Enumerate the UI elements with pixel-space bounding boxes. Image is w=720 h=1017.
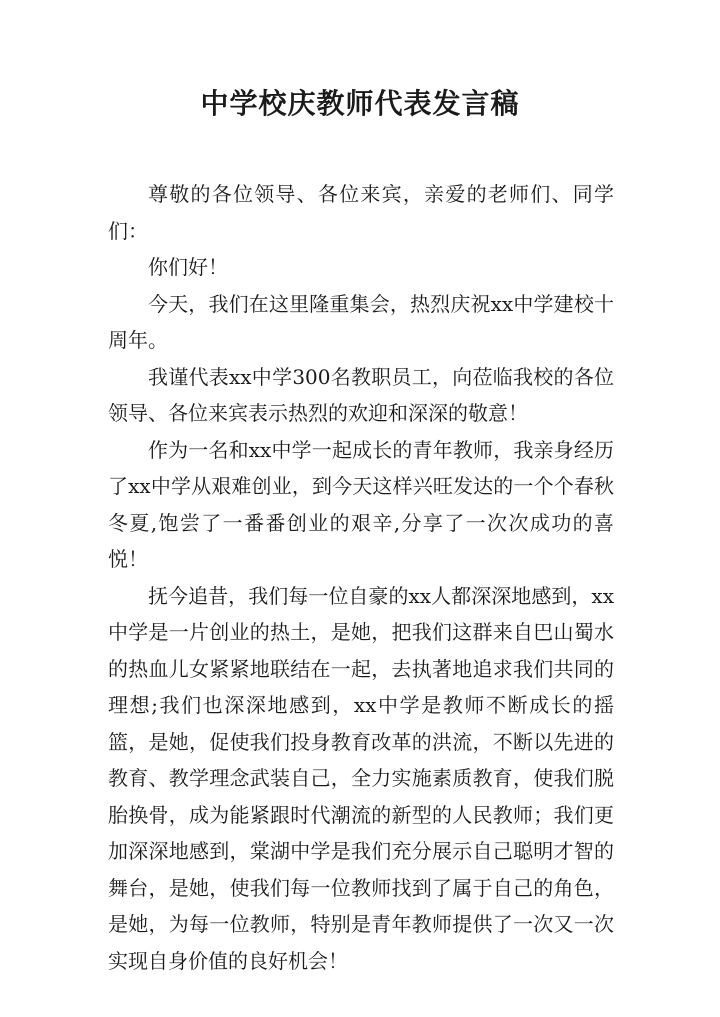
paragraph-celebration: 今天，我们在这里隆重集会，热烈庆祝xx中学建校十周年。 bbox=[108, 291, 614, 352]
document-title: 中学校庆教师代表发言稿 bbox=[200, 87, 520, 120]
paragraph-greeting: 你们好！ bbox=[148, 255, 228, 279]
paragraph-experience: 作为一名和xx中学一起成长的青年教师，我亲身经历了xx中学从艰难创业，到今天这样兴旺发达的一个个春秋冬夏,饱尝了一番番创业的艰辛,分享了一次次成功的喜悦！ bbox=[108, 437, 614, 571]
document-body bbox=[108, 176, 614, 979]
paragraph-welcome: 我谨代表xx中学300名教职员工，向莅临我校的各位领导、各位来宾表示热烈的欢迎和深深的敬意！ bbox=[108, 364, 614, 425]
paragraph-reflection: 抚今追昔，我们每一位自豪的xx人都深深地感到，xx中学是一片创业的热土，是她，把我们这群来自巴山蜀水的热血儿女紧紧地联结在一起，去执著地追求我们共同的理想;我们也深深地感到，xx中学是教师不断成长的摇篮，是她，促使我们投身教育改革的洪流，不断以先进的教育、教学理念武装自己，全力实施素质教育，使我们脱胎换骨，成为能紧跟时代潮流的新型的人民教师；我们更加深深地感到，棠湖中学是我们充分展示自己聪明才智的舞台，是她，使我们每一位教师找到了属于自己的角色，是她，为每一位教师，特别是青年教师提供了一次又一次实现自身价值的良好机会！ bbox=[108, 583, 614, 973]
paragraph-salutation: 尊敬的各位领导、各位来宾，亲爱的老师们、同学们： bbox=[108, 182, 614, 243]
